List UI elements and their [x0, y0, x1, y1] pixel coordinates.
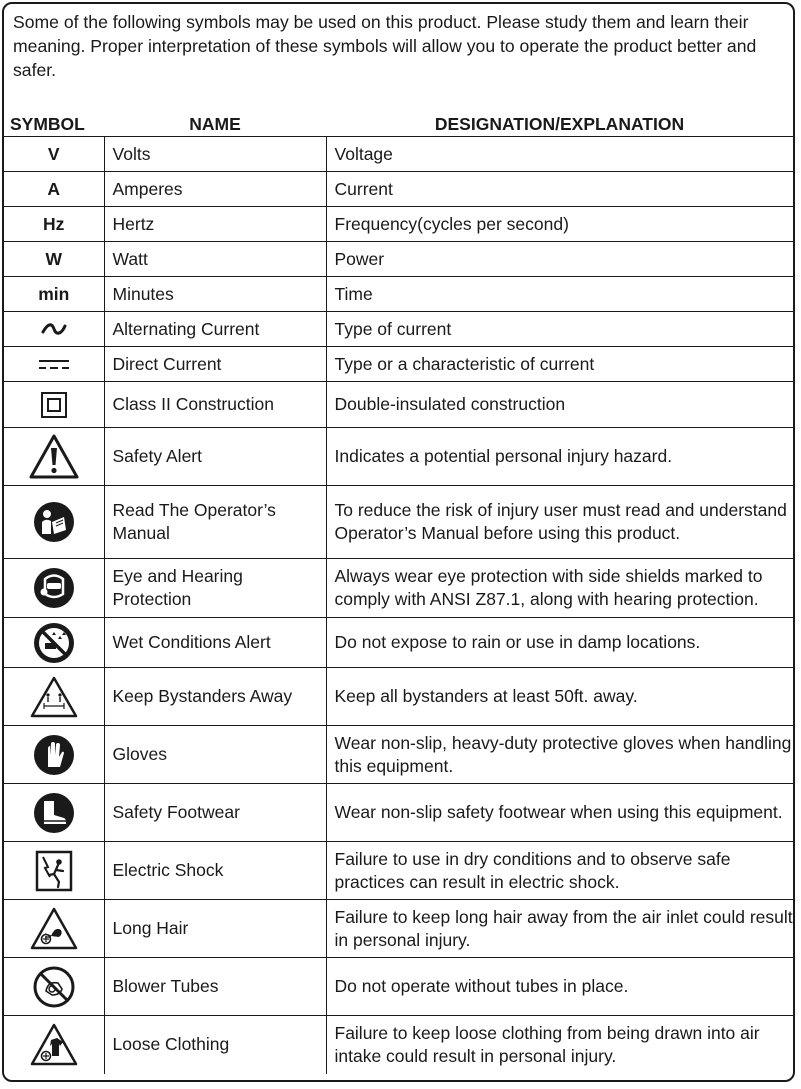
symbol-cell: [4, 784, 104, 842]
name-cell: Electric Shock: [104, 842, 326, 900]
explanation-cell: Indicates a potential personal injury hazard.: [326, 428, 793, 486]
explanation-cell: Failure to keep loose clothing from being drawn into air intake could result in personal injury.: [326, 1016, 793, 1074]
loose-clothing-icon: [29, 1022, 79, 1068]
read-manual-icon: [32, 500, 76, 544]
table-header: [4, 114, 793, 136]
table-row: [4, 726, 793, 784]
name-cell: Read The Operator’s Manual: [104, 486, 326, 559]
symbols-table: [4, 136, 793, 1074]
symbol-cell: [4, 900, 104, 958]
explanation-cell: Current: [326, 172, 793, 207]
explanation-cell: Time: [326, 277, 793, 312]
symbol-cell: [4, 428, 104, 486]
name-cell: Gloves: [104, 726, 326, 784]
explanation-cell: Voltage: [326, 137, 793, 172]
safety-footwear-icon: [32, 791, 76, 835]
table-row: [4, 559, 793, 618]
symbols-panel: [2, 2, 795, 1082]
explanation-cell: Wear non-slip safety footwear when using this equipment.: [326, 784, 793, 842]
symbol-cell: [4, 312, 104, 347]
symbol-cell: A: [4, 172, 104, 207]
symbol-cell: [4, 486, 104, 559]
explanation-cell: Type or a characteristic of current: [326, 347, 793, 382]
explanation-cell: To reduce the risk of injury user must read and understand Operator’s Manual before using this product.: [326, 486, 793, 559]
name-cell: Minutes: [104, 277, 326, 312]
explanation-cell: Power: [326, 242, 793, 277]
symbol-cell: [4, 726, 104, 784]
safety-alert-icon: [28, 433, 80, 481]
explanation-cell: Always wear eye protection with side shields marked to comply with ANSI Z87.1, along with hearing protection.: [326, 559, 793, 618]
explanation-cell: Double-insulated construction: [326, 382, 793, 428]
table-row: [4, 207, 793, 242]
explanation-cell: Failure to use in dry conditions and to observe safe practices can result in electric shock.: [326, 842, 793, 900]
blower-tubes-icon: [32, 965, 76, 1009]
symbol-cell: Hz: [4, 207, 104, 242]
symbol-cell: [4, 1016, 104, 1074]
table-row: [4, 242, 793, 277]
intro-text: Some of the following symbols may be used on this product. Please study them and learn their meaning. Proper interpretation of these symbols will allow you to operate the product better and safer.: [13, 12, 757, 80]
name-cell: Wet Conditions Alert: [104, 618, 326, 668]
keep-bystanders-away-icon: [29, 675, 79, 719]
eye-hearing-protection-icon: [32, 566, 76, 610]
name-cell: Safety Footwear: [104, 784, 326, 842]
symbol-cell: [4, 618, 104, 668]
name-cell: Safety Alert: [104, 428, 326, 486]
table-row: [4, 1016, 793, 1074]
table-row: [4, 312, 793, 347]
alternating-current-icon: [39, 319, 69, 339]
long-hair-icon: [29, 906, 79, 952]
explanation-cell: Failure to keep long hair away from the air inlet could result in personal injury.: [326, 900, 793, 958]
gloves-icon: [32, 733, 76, 777]
symbol-cell: [4, 958, 104, 1016]
symbol-cell: W: [4, 242, 104, 277]
table-row: [4, 172, 793, 207]
symbol-cell: min: [4, 277, 104, 312]
table-row: [4, 347, 793, 382]
table-row: [4, 618, 793, 668]
name-cell: Direct Current: [104, 347, 326, 382]
symbol-cell: V: [4, 137, 104, 172]
name-cell: Hertz: [104, 207, 326, 242]
table-row: [4, 900, 793, 958]
explanation-cell: Keep all bystanders at least 50ft. away.: [326, 668, 793, 726]
explanation-cell: Type of current: [326, 312, 793, 347]
direct-current-icon: [37, 356, 71, 372]
symbol-cell: [4, 842, 104, 900]
name-cell: Volts: [104, 137, 326, 172]
header-symbol: SYMBOL: [10, 114, 85, 134]
electric-shock-icon: [34, 849, 74, 893]
name-cell: Keep Bystanders Away: [104, 668, 326, 726]
symbol-cell: [4, 382, 104, 428]
explanation-cell: Frequency(cycles per second): [326, 207, 793, 242]
name-cell: Long Hair: [104, 900, 326, 958]
explanation-cell: Do not expose to rain or use in damp locations.: [326, 618, 793, 668]
table-row: [4, 137, 793, 172]
table-row: [4, 486, 793, 559]
name-cell: Amperes: [104, 172, 326, 207]
table-row: [4, 277, 793, 312]
table-row: [4, 784, 793, 842]
name-cell: Blower Tubes: [104, 958, 326, 1016]
table-row: [4, 958, 793, 1016]
symbol-cell: [4, 559, 104, 618]
explanation-cell: Do not operate without tubes in place.: [326, 958, 793, 1016]
name-cell: Eye and Hearing Protection: [104, 559, 326, 618]
header-name: NAME: [189, 114, 241, 134]
wet-conditions-icon: [32, 621, 76, 665]
name-cell: Loose Clothing: [104, 1016, 326, 1074]
symbol-cell: [4, 668, 104, 726]
name-cell: Class II Construction: [104, 382, 326, 428]
name-cell: Alternating Current: [104, 312, 326, 347]
name-cell: Watt: [104, 242, 326, 277]
table-row: [4, 428, 793, 486]
table-row: [4, 382, 793, 428]
explanation-cell: Wear non-slip, heavy-duty protective gloves when handling this equipment.: [326, 726, 793, 784]
table-row: [4, 668, 793, 726]
header-explanation: DESIGNATION/EXPLANATION: [434, 114, 685, 134]
class-ii-icon: [40, 391, 68, 419]
table-row: [4, 842, 793, 900]
symbol-cell: [4, 347, 104, 382]
